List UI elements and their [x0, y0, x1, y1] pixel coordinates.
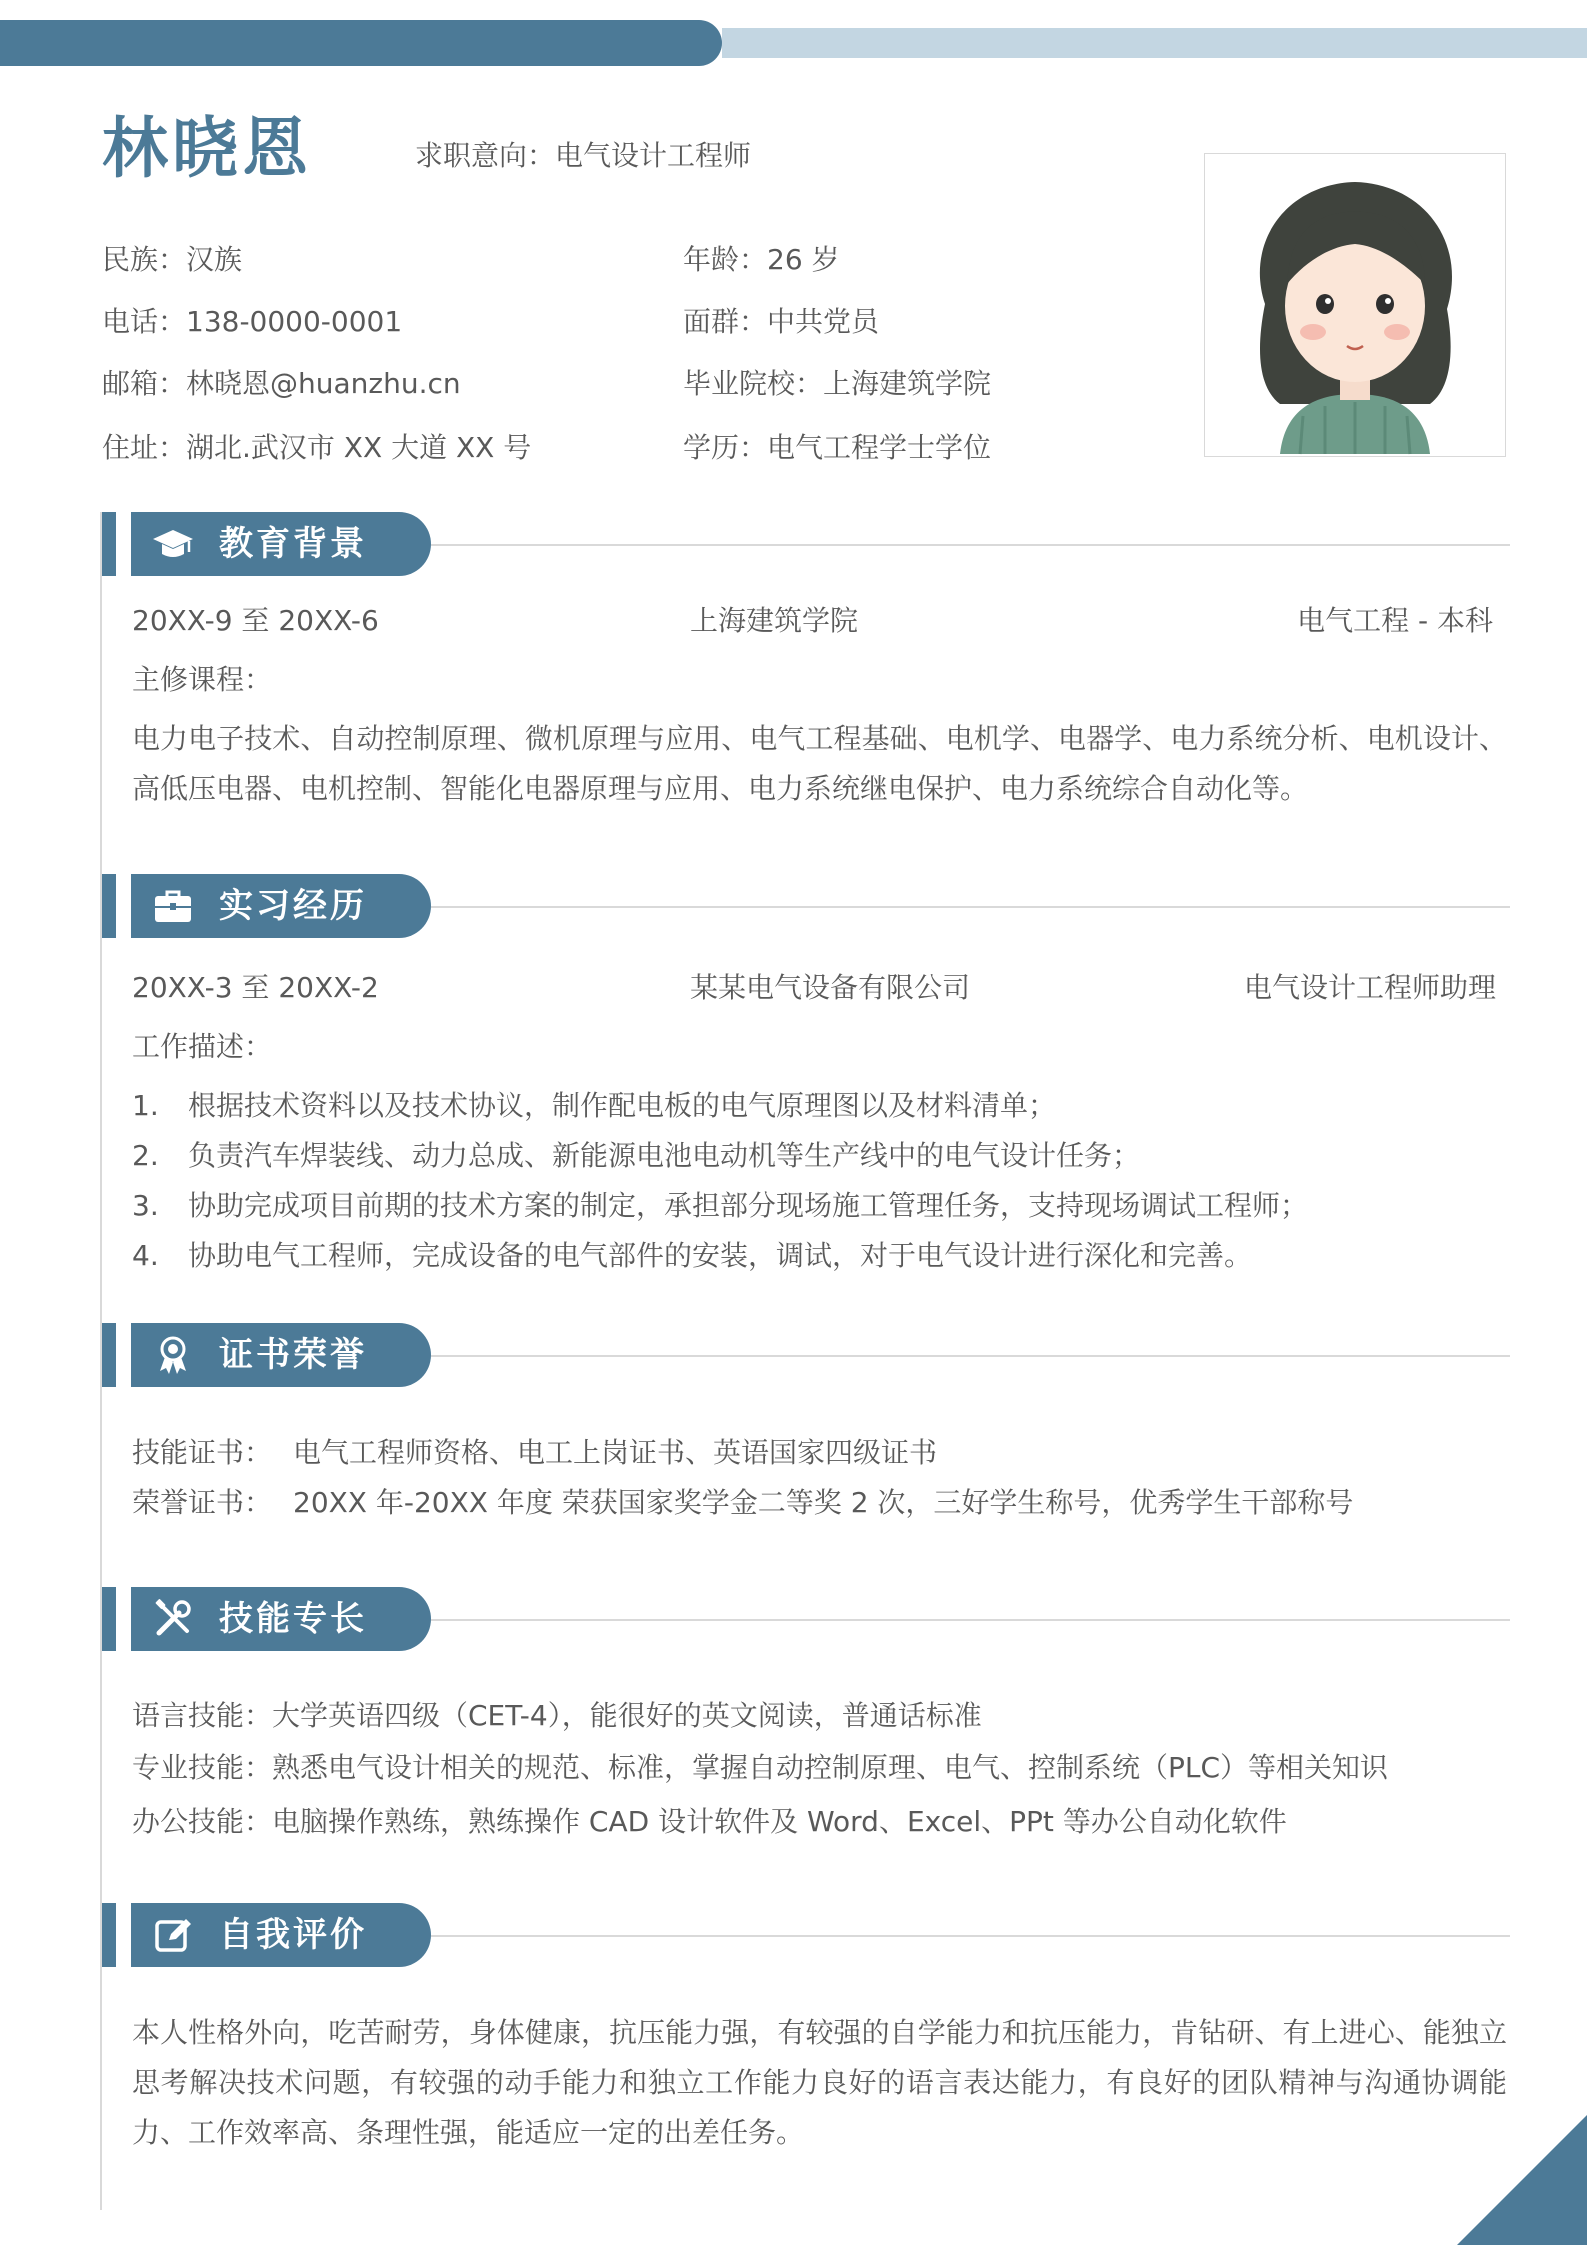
internship-role: 电气设计工程师助理 — [1243, 971, 1496, 1004]
section-header-self-eval — [102, 1903, 1510, 1967]
internship-company: 某某电气设备有限公司 — [690, 971, 971, 1004]
education-school: 上海建筑学院 — [690, 604, 859, 637]
section-pill — [131, 1587, 431, 1651]
tools-icon — [151, 1597, 195, 1641]
section-marker — [102, 1323, 116, 1387]
courses-label: 主修课程： — [132, 663, 273, 696]
job-objective: 求职意向：电气设计工程师 — [415, 139, 752, 172]
section-pill — [131, 1323, 431, 1387]
section-title: 教育背景 — [219, 524, 367, 564]
self-eval-text: 本人性格外向，吃苦耐劳，身体健康，抗压能力强，有较强的自学能力和抗压能力，肯钻研、有上进心、能独立思考解决技术问题，有较强的动手能力和独立工作能力良好的语言表达能力，有良好的团队精神与沟通协调能力、工作效率高、条理性强，能适应一定的出差任务。 — [132, 2016, 1507, 2149]
courses-text: 电力电子技术、自动控制原理、微机原理与应用、电气工程基础、电机学、电器学、电力系统分析、电机设计、高低压电器、电机控制、智能化电器原理与应用、电力系统继电保护、电力系统综合自动化等。 — [132, 722, 1507, 805]
honor-cert-value: 20XX 年-20XX 年度 荣获国家奖学金二等奖 2 次，三好学生称号，优秀学生干部称号 — [293, 1486, 1354, 1519]
section-marker — [102, 512, 116, 576]
work-desc-label: 工作描述： — [132, 1030, 273, 1063]
top-accent-bar-light — [722, 28, 1587, 58]
section-header-skills — [102, 1587, 1510, 1651]
section-marker — [102, 874, 116, 938]
skill-cert-label: 技能证书： — [132, 1436, 273, 1469]
section-header-certificates — [102, 1323, 1510, 1387]
avatar-illustration — [1205, 154, 1505, 456]
section-marker — [102, 1903, 116, 1967]
profile-photo — [1204, 153, 1506, 457]
award-icon — [151, 1333, 195, 1377]
info-politics: 面群：中共党员 — [683, 305, 880, 338]
section-title: 证书荣誉 — [219, 1335, 367, 1375]
briefcase-icon — [151, 884, 195, 928]
section-pill — [131, 874, 431, 938]
info-phone: 电话：138-0000-0001 — [102, 305, 403, 338]
info-degree: 学历：电气工程学士学位 — [683, 431, 992, 464]
section-pill — [131, 1903, 431, 1967]
skill-professional: 专业技能：熟悉电气设计相关的规范、标准，掌握自动控制原理、电气、控制系统（PLC）等相关知识 — [132, 1751, 1389, 1784]
info-address: 住址：湖北.武汉市 XX 大道 XX 号 — [102, 431, 532, 464]
section-rule — [431, 544, 1510, 546]
section-rule — [431, 1935, 1510, 1937]
section-header-education — [102, 512, 1510, 576]
section-rule — [431, 906, 1510, 908]
info-email: 邮箱：林晓恩@huanzhu.cn — [102, 367, 461, 400]
honor-cert-label: 荣誉证书： — [132, 1486, 273, 1519]
info-age: 年龄：26 岁 — [683, 243, 840, 276]
work-desc-list — [132, 1081, 1512, 1281]
edit-icon — [151, 1913, 195, 1957]
section-rule — [431, 1619, 1510, 1621]
section-marker — [102, 1587, 116, 1651]
info-school: 毕业院校：上海建筑学院 — [683, 367, 992, 400]
list-item: 2. 负责汽车焊装线、动力总成、新能源电池电动机等生产线中的电气设计任务； — [132, 1139, 1141, 1172]
skill-cert-value: 电气工程师资格、电工上岗证书、英语国家四级证书 — [293, 1436, 938, 1469]
corner-accent — [1457, 2115, 1587, 2245]
section-title: 实习经历 — [219, 886, 367, 926]
education-period: 20XX-9 至 20XX-6 — [132, 604, 379, 637]
section-title: 自我评价 — [219, 1915, 367, 1955]
section-header-internship — [102, 874, 1510, 938]
section-rule — [431, 1355, 1510, 1357]
top-accent-bar — [0, 20, 722, 66]
info-ethnicity: 民族：汉族 — [102, 243, 243, 276]
section-pill — [131, 512, 431, 576]
list-item: 4. 协助电气工程师，完成设备的电气部件的安装，调试，对于电气设计进行深化和完善。 — [132, 1239, 1253, 1272]
list-item: 3. 协助完成项目前期的技术方案的制定，承担部分现场施工管理任务，支持现场调试工程师； — [132, 1189, 1309, 1222]
internship-period: 20XX-3 至 20XX-2 — [132, 971, 379, 1004]
section-title: 技能专长 — [219, 1599, 367, 1639]
skill-language: 语言技能：大学英语四级（CET-4），能很好的英文阅读，普通话标准 — [132, 1699, 982, 1732]
list-item: 1. 根据技术资料以及技术协议，制作配电板的电气原理图以及材料清单； — [132, 1089, 1057, 1122]
skill-office: 办公技能：电脑操作熟练，熟练操作 CAD 设计软件及 Word、Excel、PPt 等办公自动化软件 — [132, 1805, 1287, 1838]
candidate-name: 林晓恩 — [102, 110, 312, 187]
education-major: 电气工程 - 本科 — [1297, 604, 1493, 637]
graduation-cap-icon — [151, 522, 195, 566]
